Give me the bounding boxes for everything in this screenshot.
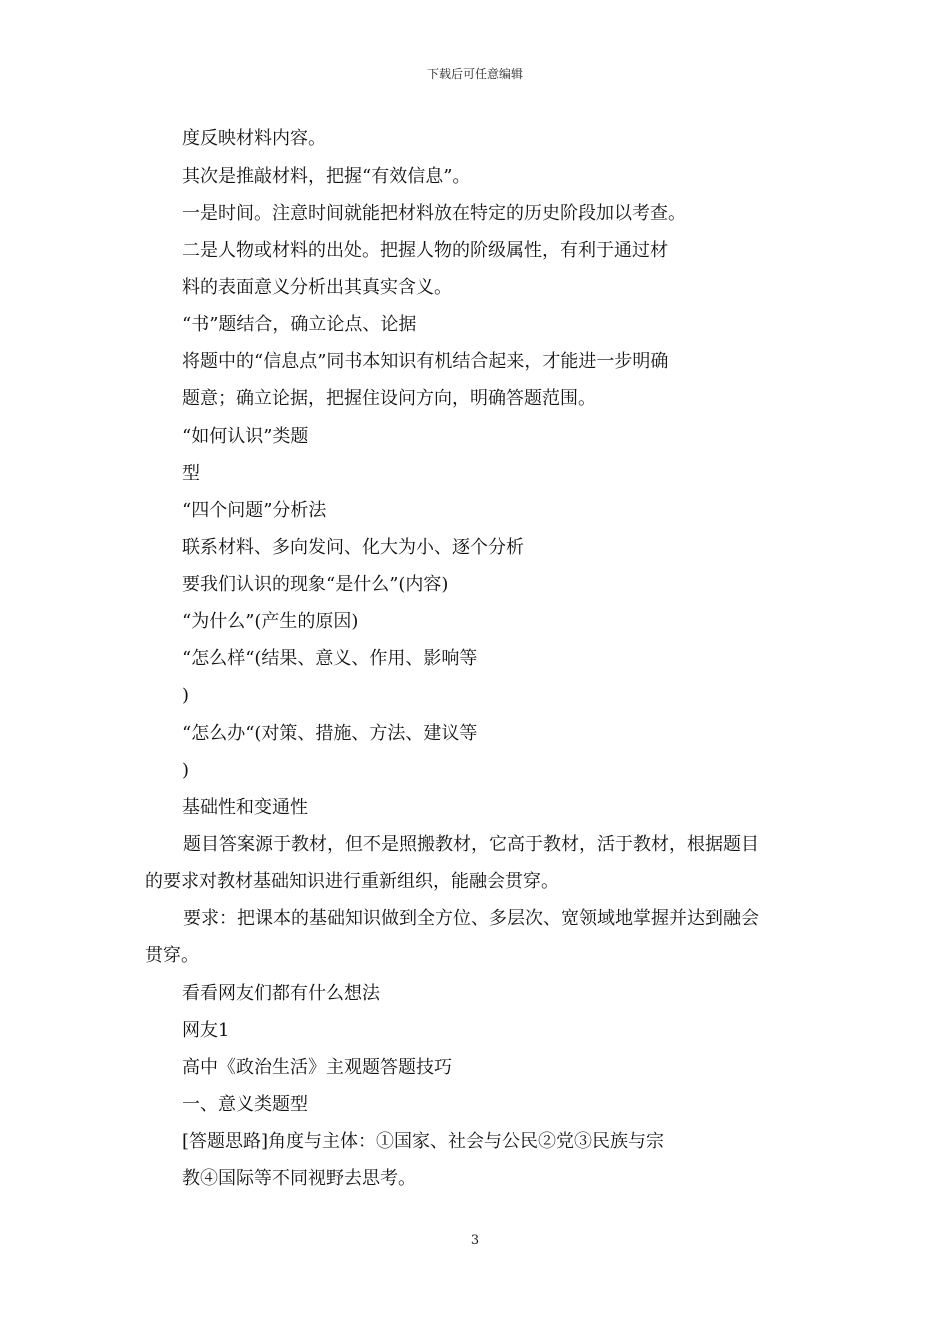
text-line: 料的表面意义分析出其真实含义。 [182, 277, 452, 298]
text-line: 一、意义类题型 [182, 1094, 308, 1115]
text-line: 要我们认识的现象“是什么”(内容) [182, 574, 449, 595]
page-header: 下载后可任意编辑 [426, 67, 523, 81]
text-line: 网友1 [182, 1020, 230, 1041]
text-line: “四个问题”分析法 [182, 500, 327, 521]
text-line: 看看网友们都有什么想法 [182, 983, 380, 1004]
text-line: 的要求对教材基础知识进行重新组织，能融会贯穿。 [145, 871, 559, 892]
text-line: 度反映材料内容。 [182, 128, 326, 149]
text-line: “怎么办“(对策、措施、方法、建议等 [182, 723, 478, 744]
text-line: “怎么样“(结果、意义、作用、影响等 [182, 648, 478, 669]
page-number: 3 [470, 1233, 480, 1248]
text-line: 题目答案源于教材，但不是照搬教材，它高于教材，活于教材，根据题目 [183, 834, 759, 855]
text-line: 将题中的“信息点”同书本知识有机结合起来，才能进一步明确 [182, 351, 669, 372]
text-line: ) [182, 685, 190, 706]
text-line: 一是时间。注意时间就能把材料放在特定的历史阶段加以考查。 [182, 203, 686, 224]
text-line: 二是人物或材料的出处。把握人物的阶级属性，有利于通过材 [182, 240, 668, 261]
text-line: “书”题结合，确立论点、论据 [182, 314, 417, 335]
text-line: 其次是推敲材料，把握“有效信息”。 [182, 166, 471, 187]
text-line: 要求：把课本的基础知识做到全方位、多层次、宽领域地掌握并达到融会 [183, 908, 759, 929]
text-line: 型 [182, 463, 200, 484]
text-line: [答题思路]角度与主体：①国家、社会与公民②党③民族与宗 [182, 1131, 665, 1152]
text-line: 基础性和变通性 [182, 797, 308, 818]
text-line: 联系材料、多向发问、化大为小、逐个分析 [182, 537, 524, 558]
text-line: ) [182, 760, 190, 781]
text-line: “如何认识”类题 [182, 426, 309, 447]
text-line: 教④国际等不同视野去思考。 [182, 1168, 416, 1189]
text-line: “为什么”(产生的原因) [182, 611, 359, 632]
text-line: 贯穿。 [145, 945, 199, 966]
text-line: 高中《政治生活》主观题答题技巧 [182, 1057, 452, 1078]
text-line: 题意；确立论据，把握住设问方向，明确答题范围。 [182, 388, 596, 409]
